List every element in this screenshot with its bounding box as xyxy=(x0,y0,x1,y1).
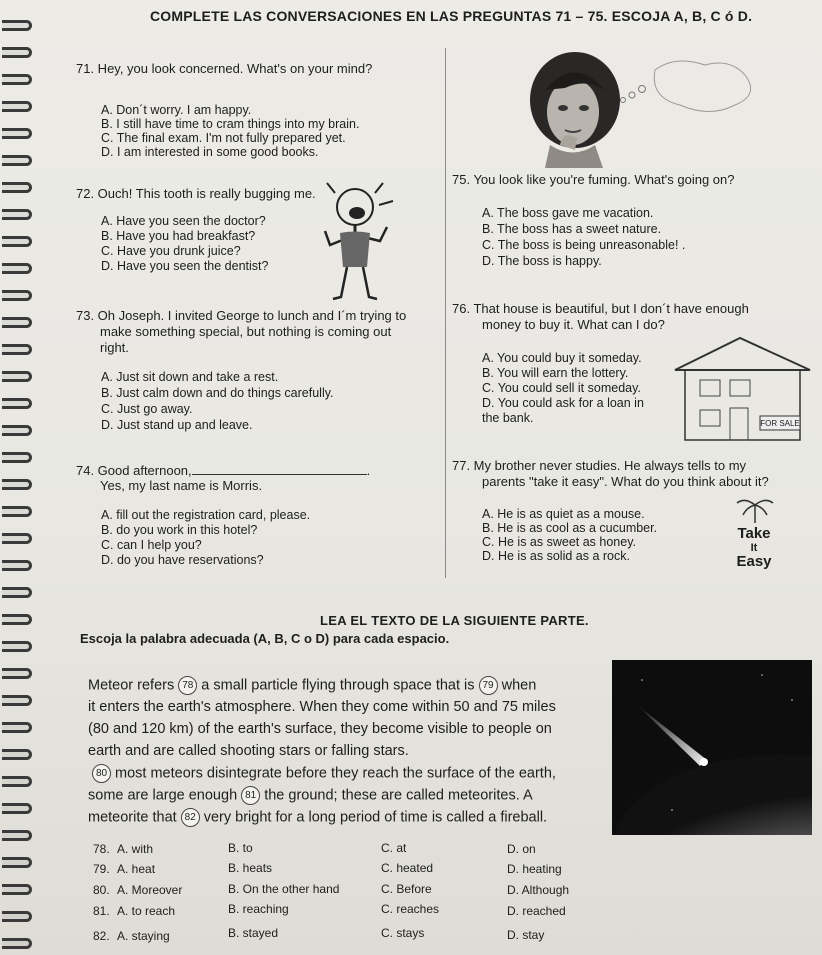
q76-stem-line-2: money to buy it. What can I do? xyxy=(482,317,665,332)
house-for-sale-image xyxy=(670,330,815,445)
q74-option-b[interactable]: B. do you work in this hotel? xyxy=(101,523,258,537)
passage-text: some are large enough xyxy=(88,787,238,804)
passage-text: the ground; these are called meteorites. A xyxy=(264,787,533,804)
passage-line-6 xyxy=(88,786,533,806)
q72-option-b[interactable]: B. Have you had breakfast? xyxy=(101,229,256,243)
q74-stem-end: . xyxy=(366,463,371,478)
answer-80-a[interactable]: A. Moreover xyxy=(117,883,183,897)
blank-80-marker: 80 xyxy=(92,764,111,783)
q74-blank[interactable] xyxy=(192,462,367,475)
blank-82-marker: 82 xyxy=(181,808,200,827)
q71-option-b[interactable]: B. I still have time to cram things into my brain. xyxy=(101,117,360,131)
answer-78-d[interactable]: D. on xyxy=(507,842,536,856)
for-sale-sign: FOR SALE xyxy=(760,419,800,428)
q73-stem-line-1: 73. Oh Joseph. I invited George to lunch and I´m trying to xyxy=(76,308,407,323)
answer-79-c[interactable]: C. heated xyxy=(381,861,434,875)
answer-79-b[interactable]: B. heats xyxy=(228,861,273,875)
page-header: COMPLETE LAS CONVERSACIONES EN LAS PREGUNTAS 71 – 75. ESCOJA A, B, C ó D. xyxy=(150,8,753,24)
logo-word-it: It xyxy=(750,542,758,554)
q75-option-b[interactable]: B. The boss has a sweet nature. xyxy=(482,222,662,236)
q76-stem-line-1: 76. That house is beautiful, but I don´t have enough xyxy=(452,301,749,316)
q72-option-c[interactable]: C. Have you drunk juice? xyxy=(101,244,241,258)
q76-option-d-continued: the bank. xyxy=(482,411,534,425)
q74-option-d[interactable]: D. do you have reservations? xyxy=(101,553,264,567)
palm-tree-icon xyxy=(735,495,775,525)
q75-option-d[interactable]: D. The boss is happy. xyxy=(482,254,602,268)
q73-option-b[interactable]: B. Just calm down and do things carefully. xyxy=(101,386,334,400)
answer-82-a[interactable]: A. staying xyxy=(117,929,170,943)
section-title: LEA EL TEXTO DE LA SIGUIENTE PARTE. xyxy=(320,613,589,628)
blank-81-marker: 81 xyxy=(241,786,260,805)
instructions: Escoja la palabra adecuada (A, B, C o D) para cada espacio. xyxy=(80,631,450,646)
logo-word-take: Take xyxy=(737,525,771,542)
answer-80-c[interactable]: C. Before xyxy=(381,882,432,896)
answer-79-d[interactable]: D. heating xyxy=(507,862,562,876)
answer-80-d[interactable]: D. Although xyxy=(507,883,570,897)
q75-option-c[interactable]: C. The boss is being unreasonable! . xyxy=(482,238,686,252)
answer-78-num: 78. xyxy=(93,842,110,856)
answer-80-num: 80. xyxy=(93,883,110,897)
answer-82-c[interactable]: C. stays xyxy=(381,926,425,940)
q77-option-d[interactable]: D. He is as solid as a rock. xyxy=(482,549,630,563)
passage-line-3: (80 and 120 km) of the earth's surface, they become visible to people on xyxy=(88,721,552,737)
q71-option-c[interactable]: C. The final exam. I'm not fully prepared yet. xyxy=(101,131,346,145)
q73-option-a[interactable]: A. Just sit down and take a rest. xyxy=(101,370,279,384)
q74-reply: Yes, my last name is Morris. xyxy=(100,478,263,493)
passage-text: most meteors disintegrate before they reach the surface of the earth, xyxy=(115,765,556,782)
answer-81-c[interactable]: C. reaches xyxy=(381,902,440,916)
passage-line-4: earth and are called shooting stars or falling stars. xyxy=(88,743,409,759)
q76-option-b[interactable]: B. You will earn the lottery. xyxy=(482,366,629,380)
q73-option-d[interactable]: D. Just stand up and leave. xyxy=(101,418,253,432)
passage-text: very bright for a long period of time is called a fireball. xyxy=(203,809,548,826)
passage-line-5 xyxy=(92,764,556,784)
answer-81-b[interactable]: B. reaching xyxy=(228,902,289,916)
answer-79-num: 79. xyxy=(93,862,110,876)
q76-option-d[interactable]: D. You could ask for a loan in xyxy=(482,396,644,410)
q74-option-a[interactable]: A. fill out the registration card, please. xyxy=(101,508,311,522)
passage-line-1 xyxy=(88,676,536,696)
answer-78-c[interactable]: C. at xyxy=(381,841,407,855)
q75-stem: 75. You look like you're fuming. What's going on? xyxy=(452,172,735,187)
answer-82-b[interactable]: B. stayed xyxy=(228,926,279,940)
column-divider xyxy=(445,48,446,578)
blank-78-marker: 78 xyxy=(178,676,197,695)
take-it-easy-logo xyxy=(724,527,784,569)
q74-option-c[interactable]: C. can I help you? xyxy=(101,538,202,552)
blank-79-marker: 79 xyxy=(479,676,498,695)
q73-stem-line-2: make something special, but nothing is coming out xyxy=(100,324,392,339)
answer-78-a[interactable]: A. with xyxy=(117,842,154,856)
q77-stem-line-1: 77. My brother never studies. He always tells to my xyxy=(452,458,747,473)
q77-option-a[interactable]: A. He is as quiet as a mouse. xyxy=(482,507,645,521)
passage-line-7 xyxy=(88,808,547,828)
answer-80-b[interactable]: B. On the other hand xyxy=(228,882,340,896)
q77-stem-line-2: parents "take it easy". What do you think about it? xyxy=(482,474,769,489)
answer-82-num: 82. xyxy=(93,929,110,943)
q74-stem-text: 74. Good afternoon, xyxy=(76,463,192,478)
answer-81-a[interactable]: A. to reach xyxy=(117,904,176,918)
toothache-cartoon-image xyxy=(305,175,405,305)
q73-stem-line-3: right. xyxy=(100,340,129,355)
answer-81-d[interactable]: D. reached xyxy=(507,904,566,918)
passage-text: Meteor refers xyxy=(88,677,175,694)
q71-option-a[interactable]: A. Don´t worry. I am happy. xyxy=(101,103,252,117)
q77-option-c[interactable]: C. He is as sweet as honey. xyxy=(482,535,637,549)
q72-option-d[interactable]: D. Have you seen the dentist? xyxy=(101,259,269,273)
meteor-image xyxy=(612,660,812,835)
spiral-binding xyxy=(0,0,40,955)
q71-option-d[interactable]: D. I am interested in some good books. xyxy=(101,145,319,159)
q77-option-b[interactable]: B. He is as cool as a cucumber. xyxy=(482,521,658,535)
passage-text: when xyxy=(501,677,537,694)
thinking-woman-image xyxy=(505,50,775,168)
q72-option-a[interactable]: A. Have you seen the doctor? xyxy=(101,214,266,228)
logo-word-easy: Easy xyxy=(736,553,772,570)
answer-82-d[interactable]: D. stay xyxy=(507,928,545,942)
q76-option-c[interactable]: C. You could sell it someday. xyxy=(482,381,641,395)
q76-option-a[interactable]: A. You could buy it someday. xyxy=(482,351,642,365)
q72-stem: 72. Ouch! This tooth is really bugging me. xyxy=(76,186,316,201)
passage-text: meteorite that xyxy=(88,809,177,826)
q75-option-a[interactable]: A. The boss gave me vacation. xyxy=(482,206,654,220)
passage-line-2: it enters the earth's atmosphere. When they come within 50 and 75 miles xyxy=(88,699,556,715)
answer-78-b[interactable]: B. to xyxy=(228,841,253,855)
q73-option-c[interactable]: C. Just go away. xyxy=(101,402,193,416)
answer-79-a[interactable]: A. heat xyxy=(117,862,156,876)
answer-81-num: 81. xyxy=(93,904,110,918)
passage-text: a small particle flying through space that is xyxy=(201,677,475,694)
q71-stem: 71. Hey, you look concerned. What's on your mind? xyxy=(76,61,373,76)
q74-stem xyxy=(76,462,370,478)
